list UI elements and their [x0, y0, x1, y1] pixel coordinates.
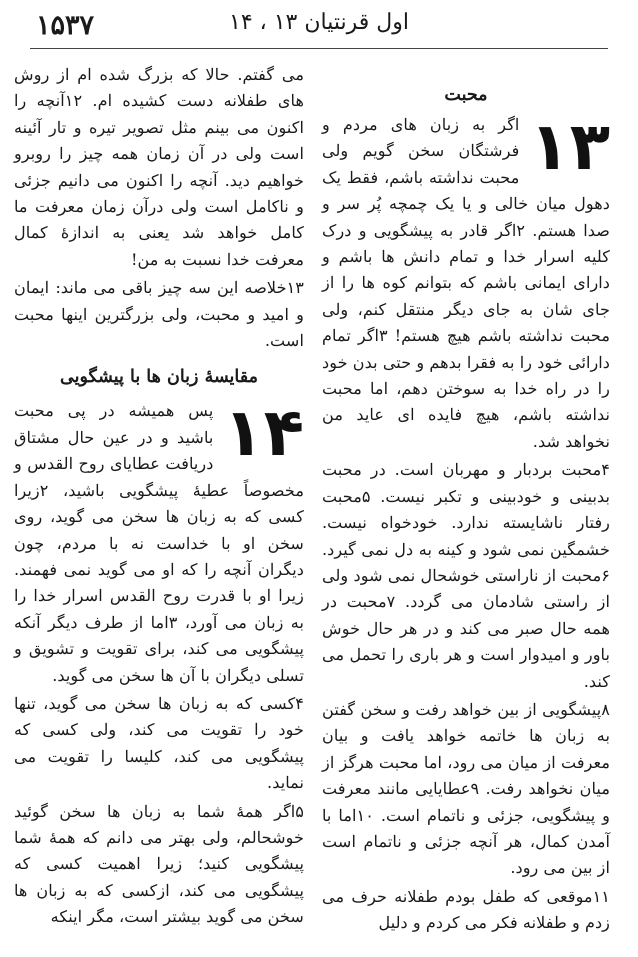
paragraph: می گفتم. حالا که بزرگ شده ام از روش های طفلانه دست کشیده ام. ۱۲آنچه را اکنون می بینم مثل تصویر تیره و تار آئینه است ولی در آن زمان همه چیز را روبرو خواهیم دید. آنچه را اکنون می دانیم جزئی و ناکامل است ولی درآن زمان معرفت ما کامل خواهد شد یعنی به اندازۀ کمال معرفت خدا نسبت به من!: [14, 65, 305, 269]
header-rule: [30, 48, 608, 49]
paragraph: ۵اگر همۀ شما به زبان ها سخن گوئید خوشحالم، ولی بهتر می دانم که همۀ شما پیشگویی کنید؛ زیرا اهمیت کسی که پیشگویی می کند، ازکسی که به زبان ها سخن می گوید بیشتر است، مگر اینکه: [14, 801, 304, 927]
paragraph: ۴محبت بردبار و مهربان است. در محبت بدبینی و خودبینی و تکبر نیست. ۵محبت رفتار ناشایسته ندارد. خودخواه نیست. خشمگین نمی شود و کینه به دل نمی گیرد. ۶محبت از ناراستی خوشحال نمی شود ولی از راستی شادمان می گردد. ۷محبت در همه حال صبر می کند و در هر حال خوش باور و امیدوار است و هر باری را تحمل می کند.: [322, 460, 610, 691]
right-column: [322, 62, 610, 937]
paragraph: ۱۱موقعی که طفل بودم طفلانه حرف می زدم و طفلانه فکر می کردم و دلیل: [322, 886, 610, 933]
paragraph: ۱۳خلاصه این سه چیز باقی می ماند: ایمان و امید و محبت، ولی بزرگترین اینها محبت است.: [14, 278, 304, 351]
section-heading-love: محبت: [444, 85, 488, 105]
running-head: اول قرنتیان ۱۳ ، ۱۴: [229, 10, 409, 35]
chapter-number-14: ۱۴: [223, 394, 304, 472]
left-column: [14, 62, 304, 931]
chapter-number-13: ۱۳: [529, 108, 610, 185]
page-header: [0, 6, 638, 46]
paragraph: ۴کسی که به زبان ها سخن می گوید، تنها خود را تقویت می کند، ولی کسی که پیشگویی می کند، کلیسا را تقویت می نماید.: [14, 693, 304, 793]
page-number: ۱۵۳۷: [36, 10, 95, 41]
paragraph: پس همیشه در پی محبت باشید و در عین حال مشتاق دریافت عطایای روح القدس و مخصوصاً عطیۀ پیشگویی باشید، ۲زیرا کسی که به زبان ها سخن می گوید، روی سخن او با خداست نه با مردم، چون دیگران آنچه را که او می گوید نمی فهمند. زیرا او با قدرت روح القدس اسرار خدا را به زبان می آورد، ۳اما از طرف دیگر آنکه پیشگویی می کند، برای تقویت و تشویق و تسلی دیگران با آن ها سخن می گوید.: [14, 401, 304, 685]
paragraph: اگر به زبان های مردم و فرشتگان سخن گویم ولی محبت نداشته باشم، فقط یک دهول میان خالی و یا یک چمچه پُر سر و صدا هستم. ۲اگر قادر به پیشگویی و درک کلیه اسرار خدا و تمام دانش ها باشم و دارای ایمانی باشم که بتوانم کوه ها را از جای شان به جای دیگر منتقل کنم، ولی محبت نداشته باشم هیچ هستم! ۳اگر تمام دارائی خود را به فقرا بدهم و حتی بدن خود را در راه خدا به سوختن دهم، اما محبت نداشته باشم، هیچ فایده ای عاید من نخواهد شد.: [322, 115, 610, 451]
paragraph: ۸پیشگویی از بین خواهد رفت و سخن گفتن به زبان ها خاتمه خواهد یافت و بیان معرفت از میان می رود، اما محبت هرگز از میان نخواهد رفت. ۹عطایایی مانند معرفت و پیشگویی، جزئی و ناتمام است. ۱۰اما با آمدن کمال، هر آنچه جزئی و ناتمام است از بین می رود.: [322, 699, 611, 878]
section-heading-tongues-prophecy: مقایسۀ زبان ها با پیشگویی: [60, 367, 258, 388]
